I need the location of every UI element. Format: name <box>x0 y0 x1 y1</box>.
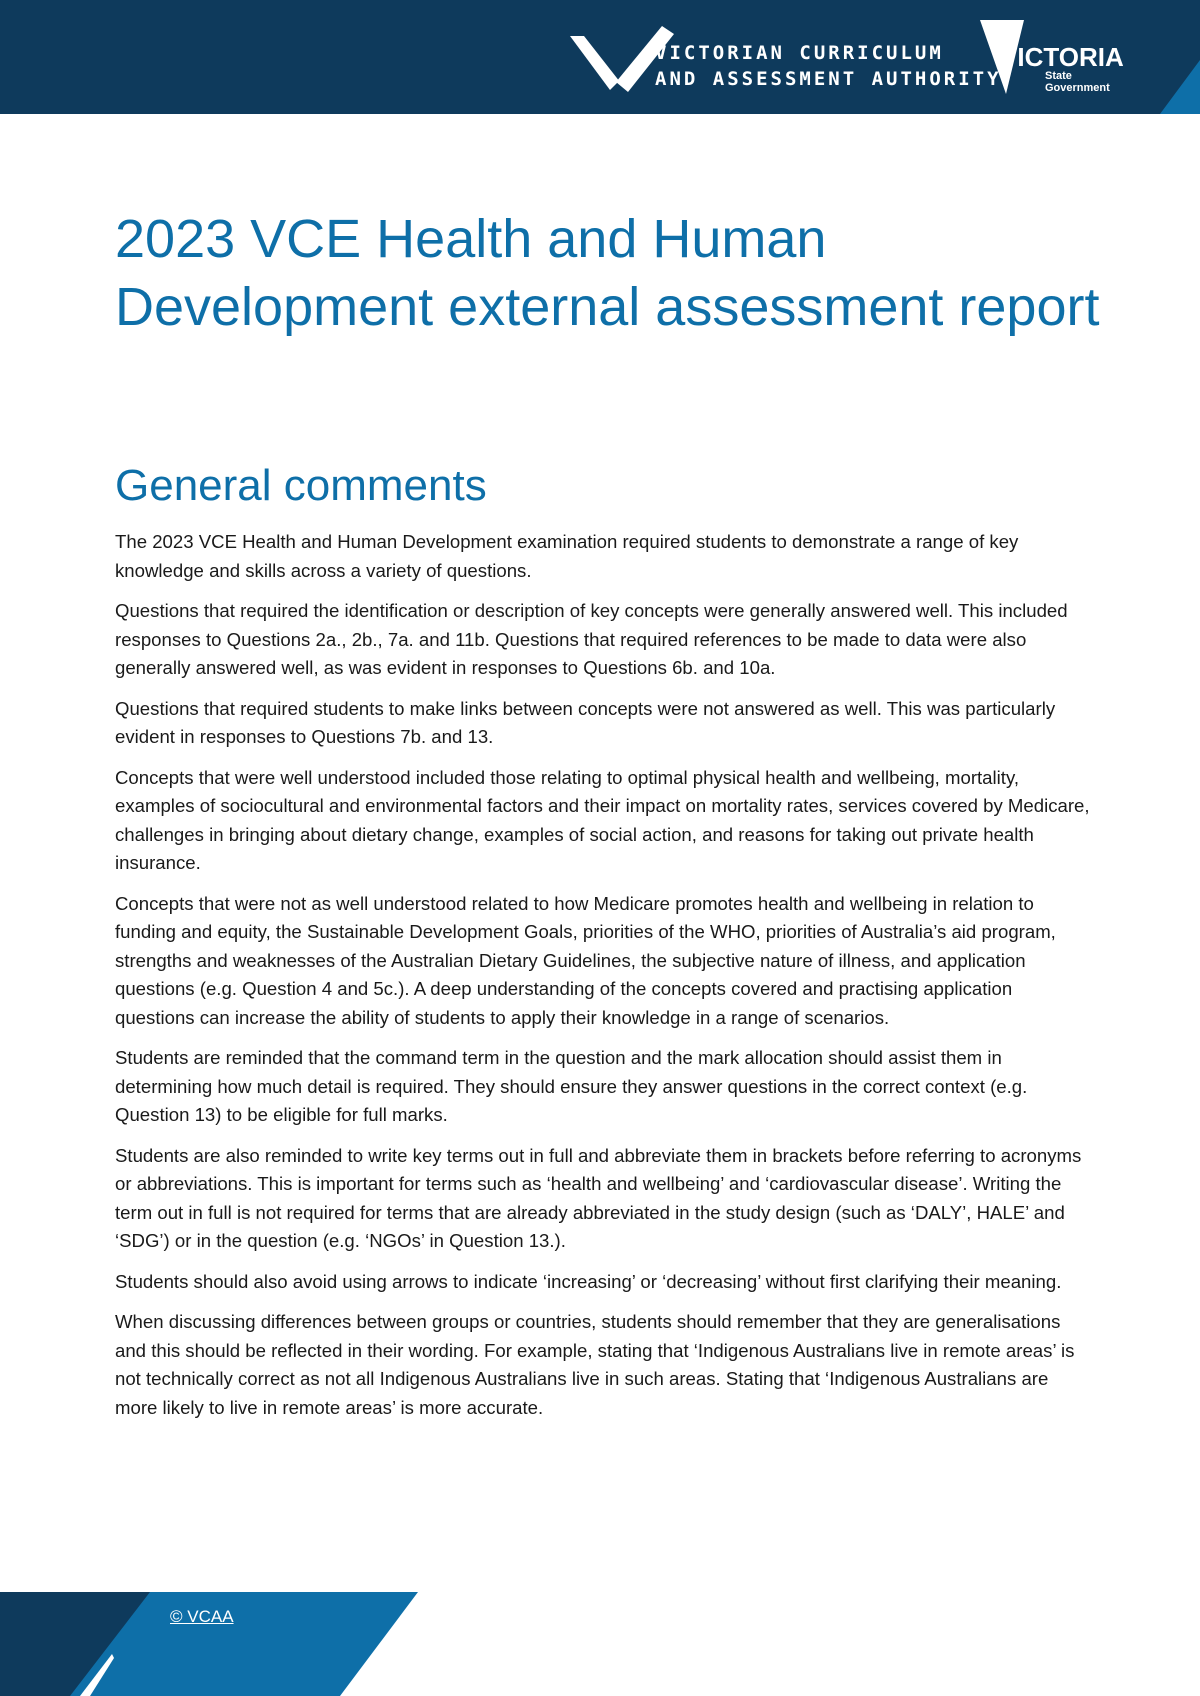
copyright-link[interactable]: © VCAA <box>170 1607 234 1626</box>
vcaa-wordmark <box>655 40 1002 92</box>
paragraph: Students are reminded that the command term in the question and the mark allocation should assist them in determining how much detail is required. They should ensure they answer questions in the correct context (e.g. Question 13) to be eligible for full marks. <box>115 1047 1028 1125</box>
header-accent-stripe <box>1160 0 1200 114</box>
page-title: 2023 VCE Health and Human Development external assessment report <box>115 209 1100 337</box>
victoria-wordmark: VICTORIA <box>1000 42 1124 72</box>
header-band <box>0 0 1200 114</box>
report-body <box>115 528 1095 1434</box>
state-government-label <box>1045 70 1110 94</box>
section-heading: General comments <box>115 461 487 510</box>
paragraph: The 2023 VCE Health and Human Development examination required students to demonstrate a range of key knowledge and skills across a variety of questions. <box>115 531 1019 581</box>
paragraph: Concepts that were not as well understood related to how Medicare promotes health and wellbeing in relation to funding and equity, the Sustainable Development Goals, priorities of the WHO, priorities of Australia’s aid program, strengths and weaknesses of the Australian Dietary Guidelines, the subjective nature of illness, and application questions (e.g. Question 4 and 5c.). A deep understanding of the concepts covered and practising application questions can increase the ability of students to apply their knowledge in a range of scenarios. <box>115 892 1056 1028</box>
paragraph: Students are also reminded to write key terms out in full and abbreviate them in brackets before referring to acronyms or abbreviations. This is important for terms such as ‘health and wellbeing’ and ‘cardiovascular disease’. Writing the term out in full is not required for terms that are already abbreviated in the study design (such as ‘DALY’, HALE’ and ‘SDG’) or in the question (e.g. ‘NGOs’ in Question 13.). <box>115 1144 1082 1251</box>
paragraph: Questions that required the identification or description of key concepts were generally answered well. This included responses to Questions 2a., 2b., 7a. and 11b. Questions that required references to be made to data were also generally answered well, as was evident in responses to Questions 6b. and 10a. <box>115 600 1068 678</box>
org-line-1: VICTORIAN CURRICULUM <box>655 42 944 64</box>
paragraph: Students should also avoid using arrows to indicate ‘increasing’ or ‘decreasing’ without first clarifying their meaning. <box>115 1270 1062 1292</box>
org-line-2: AND ASSESSMENT AUTHORITY <box>655 68 1002 90</box>
government-label: Government <box>1045 82 1110 94</box>
paragraph: Questions that required students to make links between concepts were not answered as well. This was particularly evident in responses to Questions 7b. and 13. <box>115 697 1056 747</box>
state-label: State <box>1045 70 1072 82</box>
paragraph: Concepts that were well understood included those relating to optimal physical health and wellbeing, mortality, examples of sociocultural and environmental factors and their impact on mortality rates, services covered by Medicare, challenges in bringing about dietary change, examples of social action, and reasons for taking out private health insurance. <box>115 766 1090 873</box>
paragraph: When discussing differences between groups or countries, students should remember that they are generalisations and this should be reflected in their wording. For example, stating that ‘Indigenous Australians live in remote areas’ is not technically correct as not all Indigenous Australians live in such areas. Stating that ‘Indigenous Australians are more likely to live in remote areas’ is more accurate. <box>115 1311 1075 1418</box>
